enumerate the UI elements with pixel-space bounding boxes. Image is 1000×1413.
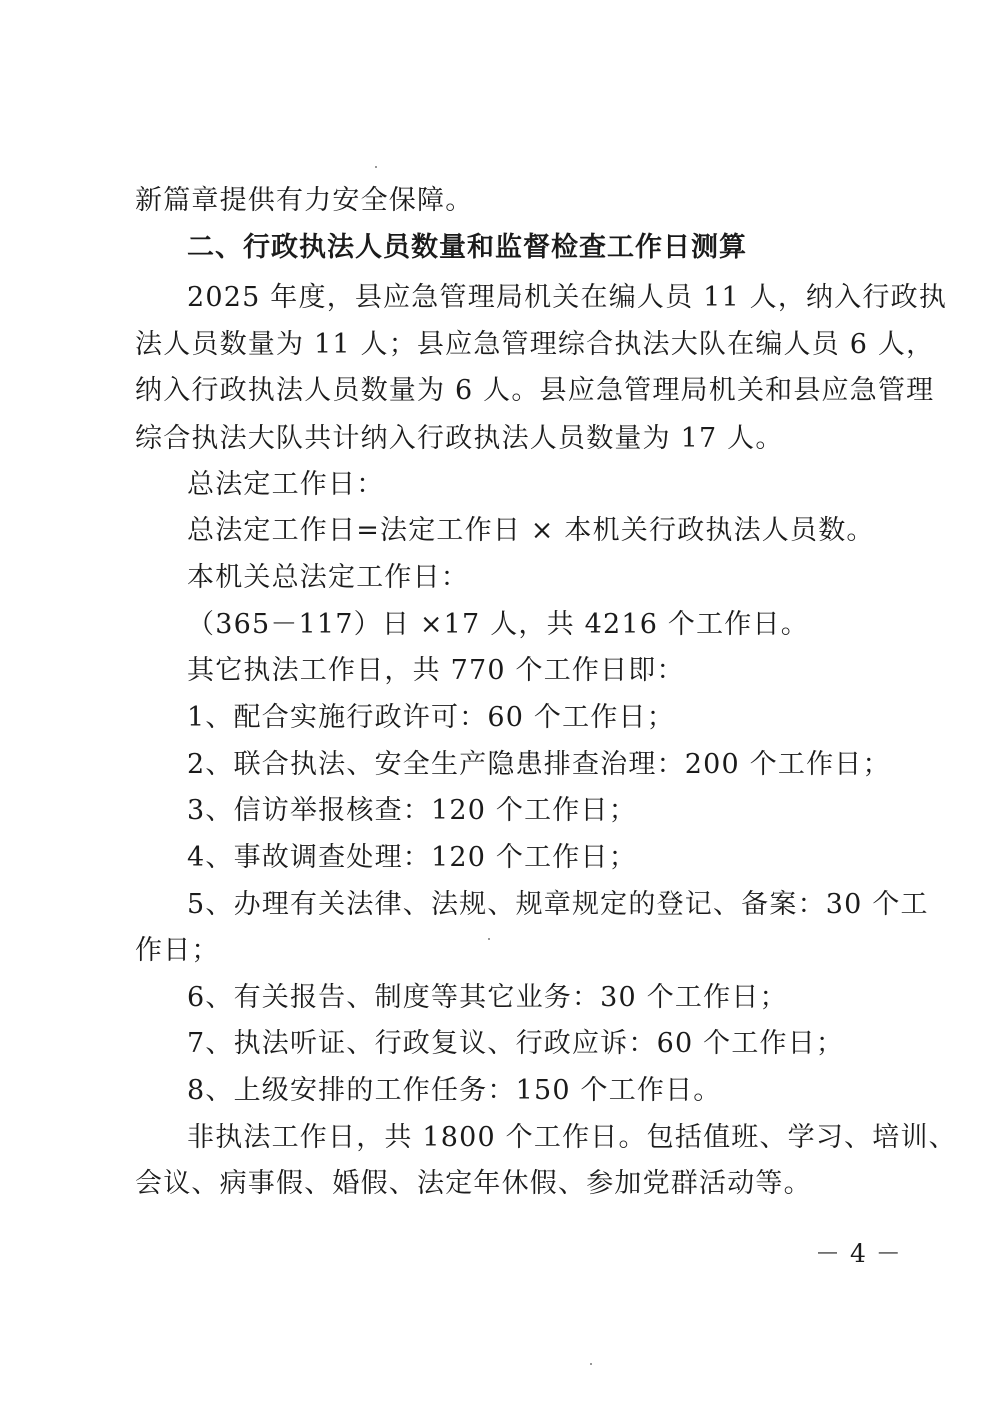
list-item: 4、事故调查处理：120 个工作日； (187, 842, 637, 873)
text-line: 新篇章提供有力安全保障。 (135, 185, 474, 216)
scan-speck (488, 938, 490, 940)
formula-line: 总法定工作日=法定工作日 × 本机关行政执法人员数。 (187, 515, 875, 546)
text-line: 本机关总法定工作日： (187, 562, 469, 593)
list-item: 8、上级安排的工作任务：150 个工作日。 (187, 1075, 722, 1106)
page-number: － 4 － (815, 1239, 902, 1268)
list-item: 5、办理有关法律、法规、规章规定的登记、备案：30 个工 (187, 889, 929, 920)
list-item: 6、有关报告、制度等其它业务：30 个工作日； (187, 982, 788, 1013)
calculation-line: （365－117）日 ×17 人，共 4216 个工作日。 (187, 609, 809, 640)
text-line: 会议、病事假、婚假、法定年休假、参加党群活动等。 (135, 1168, 812, 1199)
text-line: 法人员数量为 11 人；县应急管理综合执法大队在编人员 6 人， (135, 329, 935, 360)
text-line: 非执法工作日，共 1800 个工作日。包括值班、学习、培训、 (187, 1122, 957, 1153)
list-item: 3、信访举报核查：120 个工作日； (187, 795, 637, 826)
list-item-continuation: 作日； (135, 935, 220, 966)
section-heading: 二、行政执法人员数量和监督检查工作日测算 (187, 232, 747, 263)
text-line: 其它执法工作日，共 770 个工作日即： (187, 655, 685, 686)
list-item: 7、执法听证、行政复议、行政应诉：60 个工作日； (187, 1028, 845, 1059)
text-line: 2025 年度，县应急管理局机关在编人员 11 人，纳入行政执 (187, 282, 948, 313)
text-line: 总法定工作日： (187, 469, 385, 500)
scan-speck (375, 166, 377, 168)
scan-speck (590, 1363, 592, 1365)
text-line: 综合执法大队共计纳入行政执法人员数量为 17 人。 (135, 423, 784, 454)
text-line: 纳入行政执法人员数量为 6 人。县应急管理局机关和县应急管理 (135, 375, 935, 406)
list-item: 2、联合执法、安全生产隐患排查治理：200 个工作日； (187, 749, 891, 780)
list-item: 1、配合实施行政许可：60 个工作日； (187, 702, 675, 733)
